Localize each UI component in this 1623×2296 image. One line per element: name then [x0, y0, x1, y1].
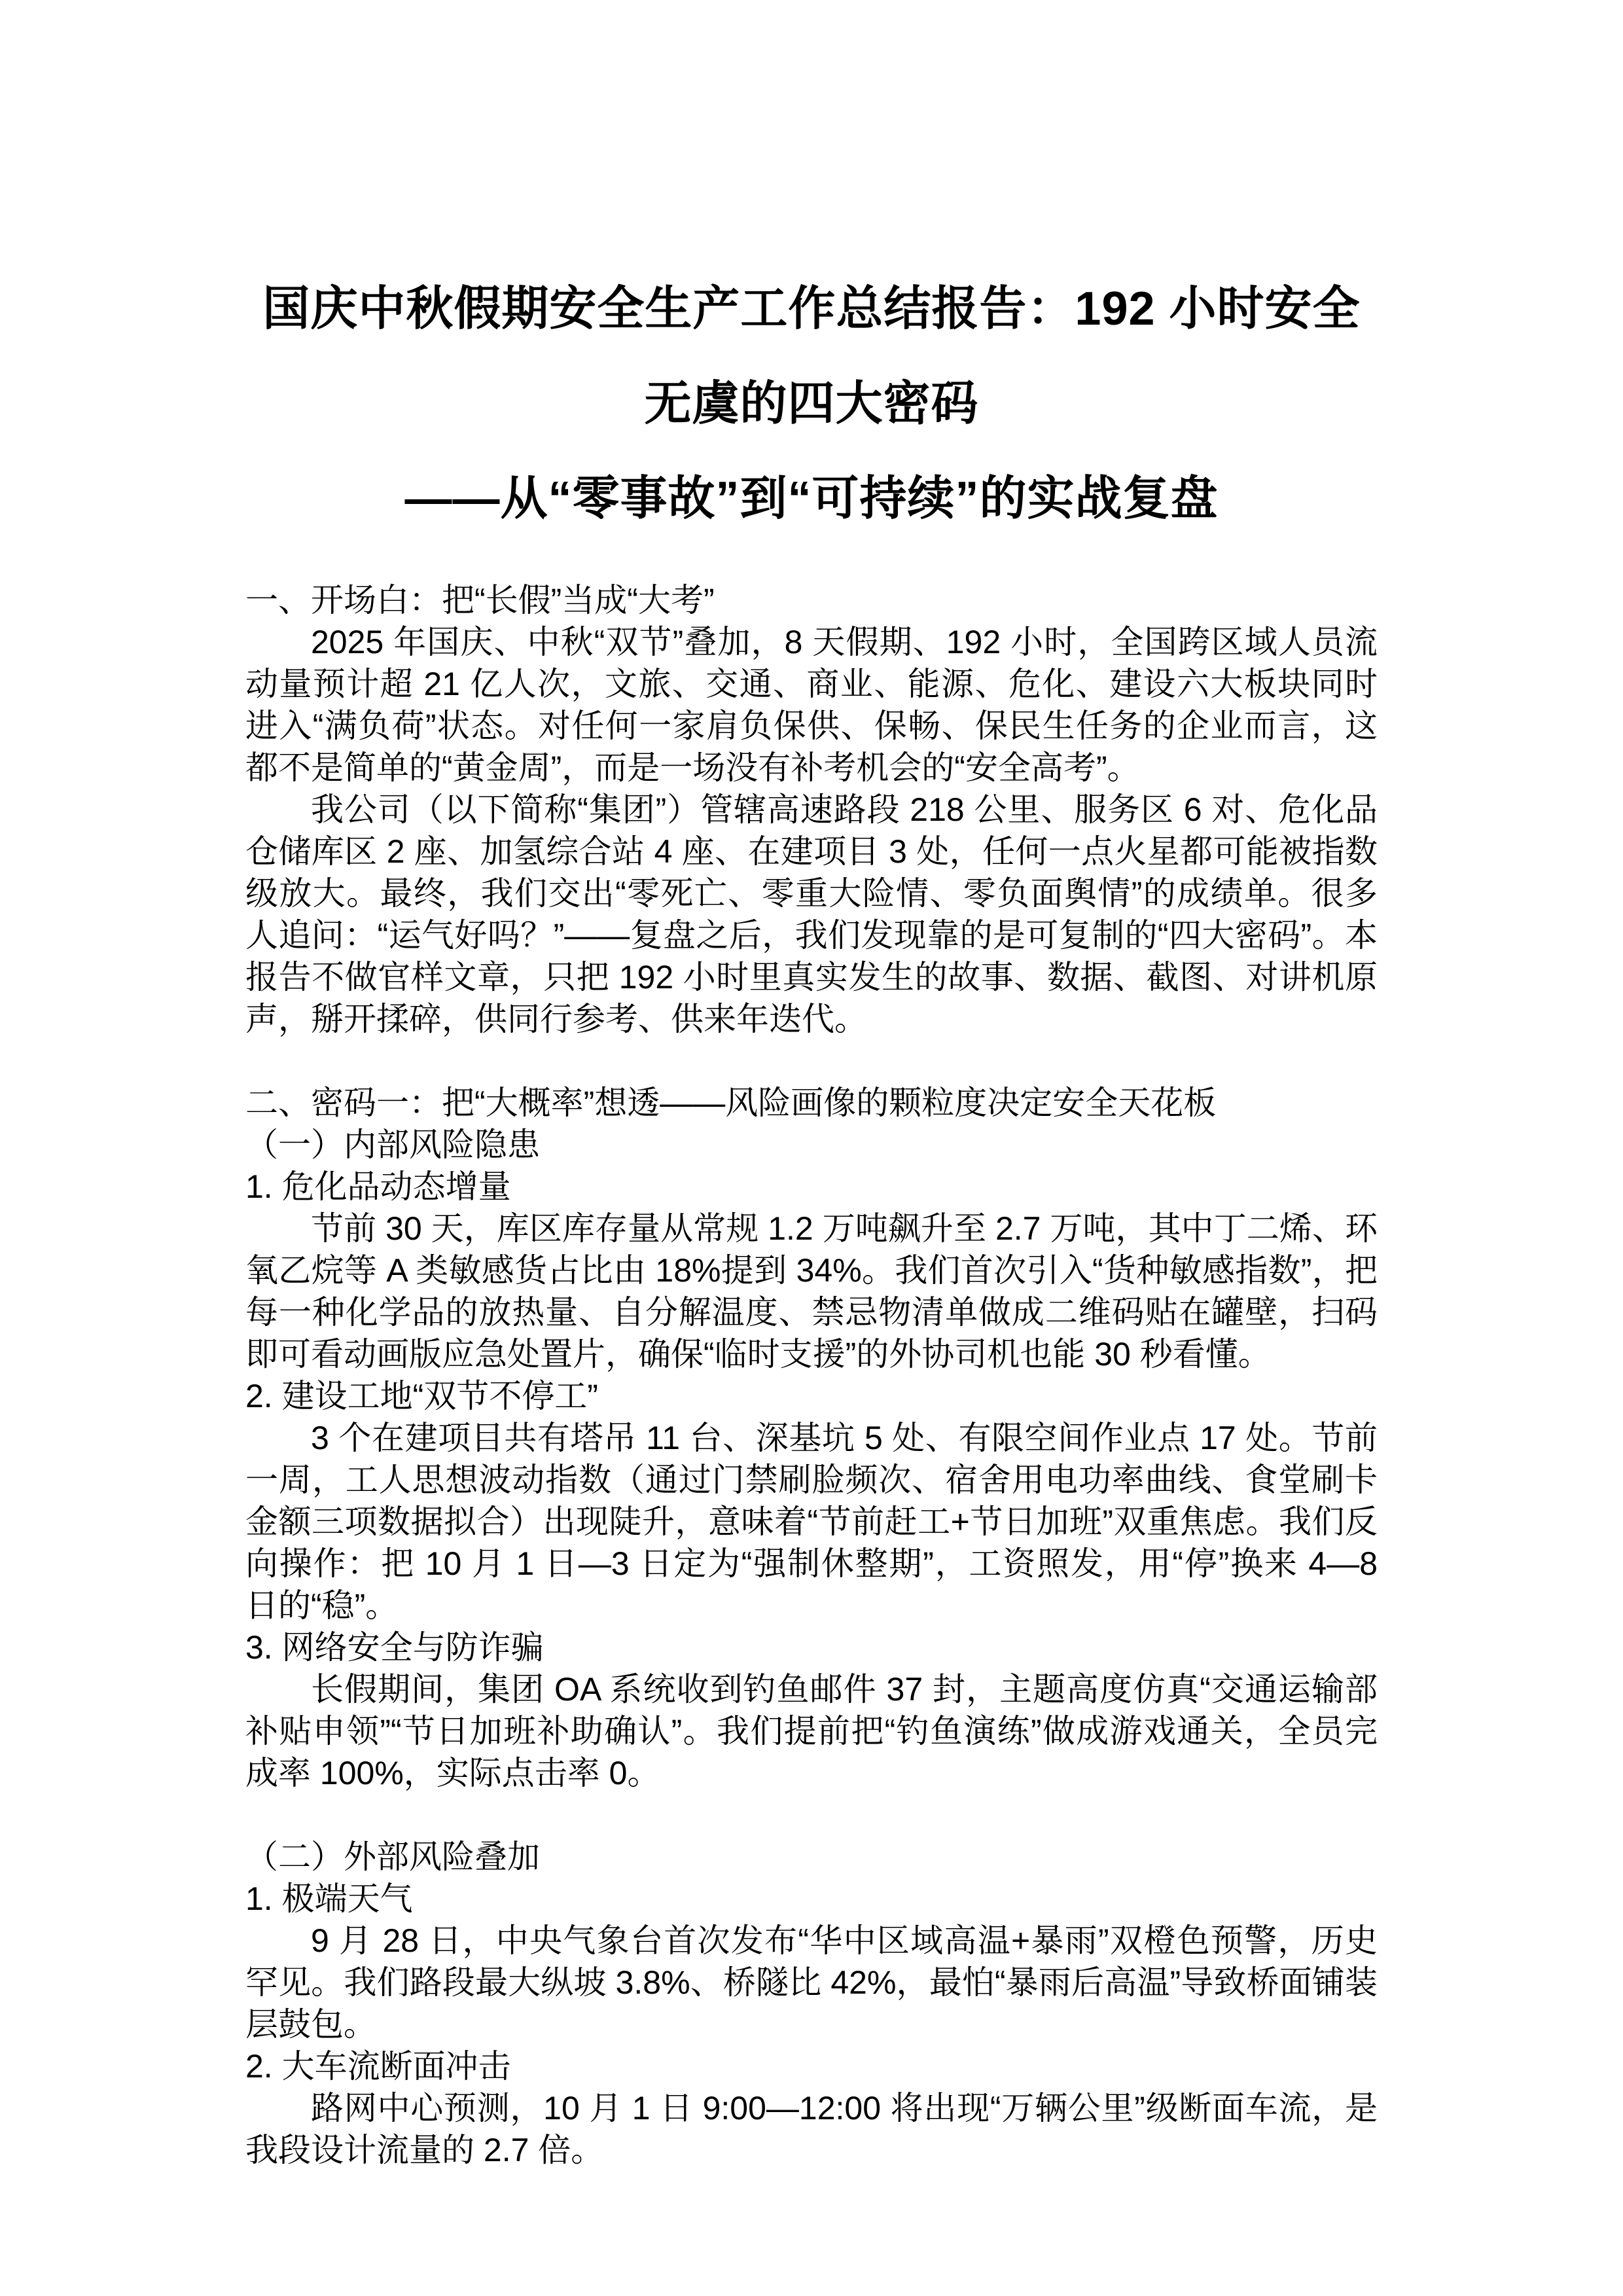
numbered-heading: 2. 建设工地“双节不停工”	[245, 1378, 598, 1414]
numbered-heading: 1. 危化品动态增量	[245, 1168, 511, 1205]
numbered-heading: 1. 极端天气	[245, 1880, 413, 1917]
sub-heading: （一）内部风险隐患	[245, 1126, 540, 1163]
body-paragraph: 2025 年国庆、中秋“双节”叠加，8 天假期、192 小时，全国跨区域人员流动量预计超 21 亿人次，文旅、交通、商业、能源、危化、建设六大板块同时进入“满负荷”状态。对任何一家肩负保供、保畅、保民生任务的企业而言，这都不是简单的“黄金周”，而是一场没有补考机会的“安全高考”。	[245, 624, 1378, 786]
document-title-line-2: 无虞的四大密码	[644, 378, 979, 430]
body-paragraph: 3 个在建项目共有塔吊 11 台、深基坑 5 处、有限空间作业点 17 处。节前一周，工人思想波动指数（通过门禁刷脸频次、宿舍用电功率曲线、食堂刷卡金额三项数据拟合）出现陡升，意味着“节前赶工+节日加班”双重焦虑。我们反向操作：把 10 月 1 日—3 日定为“强制休整期”，工资照发，用“停”换来 4—8 日的“稳”。	[245, 1420, 1378, 1624]
sub-heading: （二）外部风险叠加	[245, 1839, 540, 1875]
body-paragraph: 9 月 28 日，中央气象台首次发布“华中区域高温+暴雨”双橙色预警，历史罕见。我们路段最大纵坡 3.8%、桥隧比 42%，最怕“暴雨后高温”导致桥面铺装层鼓包。	[245, 1922, 1378, 2043]
document-title	[245, 262, 1378, 547]
numbered-heading: 2. 大车流断面冲击	[245, 2048, 511, 2085]
document-title-line-3: ——从“零事故”到“可持续”的实战复盘	[404, 473, 1219, 525]
body-paragraph: 我公司（以下简称“集团”）管辖高速路段 218 公里、服务区 6 对、危化品仓储库区 2 座、加氢综合站 4 座、在建项目 3 处，任何一点火星都可能被指数级放大。最终，我们交出“零死亡、零重大险情、零负面舆情”的成绩单。很多人追问：“运气好吗？”——复盘之后，我们发现靠的是可复制的“四大密码”。本报告不做官样文章，只把 192 小时里真实发生的故事、数据、截图、对讲机原声，掰开揉碎，供同行参考、供来年迭代。	[245, 791, 1378, 1037]
body-paragraph: 路网中心预测，10 月 1 日 9:00—12:00 将出现“万辆公里”级断面车流，是我段设计流量的 2.7 倍。	[245, 2090, 1378, 2168]
body-paragraph: 长假期间，集团 OA 系统收到钓鱼邮件 37 封，主题高度仿真“交通运输部补贴申领”“节日加班补助确认”。我们提前把“钓鱼演练”做成游戏通关，全员完成率 100%，实际点击率 0。	[245, 1671, 1378, 1791]
section-heading: 一、开场白：把“长假”当成“大考”	[245, 582, 715, 619]
blank-line	[245, 1040, 1378, 1082]
body-paragraph: 节前 30 天，库区库存量从常规 1.2 万吨飙升至 2.7 万吨，其中丁二烯、环氧乙烷等 A 类敏感货占比由 18%提到 34%。我们首次引入“货种敏感指数”，把每一种化学品的放热量、自分解温度、禁忌物清单做成二维码贴在罐壁，扫码即可看动画版应急处置片，确保“临时支援”的外协司机也能 30 秒看懂。	[245, 1210, 1378, 1372]
section-heading: 二、密码一：把“大概率”想透——风险画像的颗粒度决定安全天花板	[245, 1085, 1217, 1121]
document-title-line-1: 国庆中秋假期安全生产工作总结报告：192 小时安全	[262, 283, 1361, 335]
numbered-heading: 3. 网络安全与防诈骗	[245, 1629, 544, 1666]
document-body	[245, 579, 1378, 2171]
blank-line	[245, 1794, 1378, 1836]
